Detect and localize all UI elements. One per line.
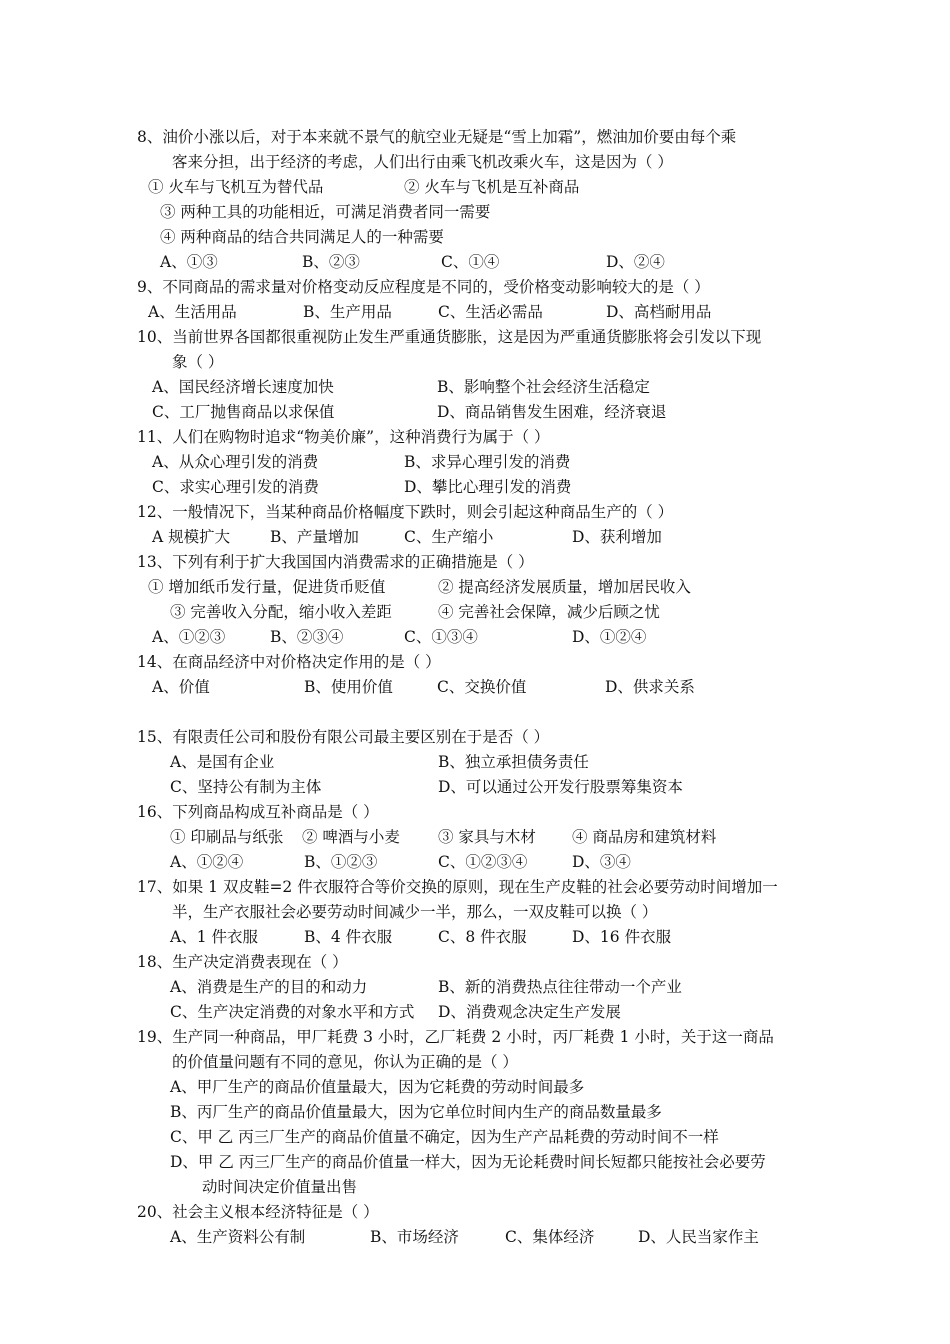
question-16-stem: 16、下列商品构成互补商品是（ ） [137, 803, 379, 821]
option: B、①②③ [304, 853, 378, 871]
option: C、求实心理引发的消费 [152, 478, 319, 496]
option: B、市场经济 [370, 1228, 459, 1246]
option: C、工厂抛售商品以求保值 [152, 403, 335, 421]
option: A、价值 [152, 678, 210, 696]
option: B、影响整个社会经济生活稳定 [437, 378, 650, 396]
question-15-options-row-2 [170, 777, 870, 799]
option: D、高档耐用品 [606, 303, 712, 321]
statement: ④ 完善社会保障，减少后顾之忧 [438, 603, 660, 621]
question-11-options-row-2 [152, 477, 852, 499]
statement: ③ 两种工具的功能相近，可满足消费者同一需要 [160, 203, 491, 221]
statement: ① 火车与飞机互为替代品 [148, 178, 324, 196]
option: B、②③ [302, 253, 360, 271]
question-17-stem-line-2: 半，生产衣服社会必要劳动时间减少一半，那么，一双皮鞋可以换（ ） [172, 903, 658, 921]
option: C、集体经济 [505, 1228, 595, 1246]
option: A、从众心理引发的消费 [152, 453, 319, 471]
option: B、丙厂生产的商品价值量最大，因为它单位时间内生产的商品数量最多 [170, 1103, 662, 1121]
option: A、生活用品 [148, 303, 237, 321]
question-13-statements-row-1 [148, 577, 848, 599]
option: D、甲 乙 丙三厂生产的商品价值量一样大，因为无论耗费时间长短都只能按社会必要劳 [170, 1153, 766, 1171]
question-19-stem-line-2: 的价值量问题有不同的意见，你认为正确的是（ ） [172, 1053, 518, 1071]
option: B、产量增加 [270, 528, 359, 546]
statement: ② 火车与飞机是互补商品 [404, 178, 580, 196]
option: D、②④ [606, 253, 665, 271]
question-20-stem: 20、社会主义根本经济特征是（ ） [137, 1203, 379, 1221]
question-18-options-row-1 [170, 977, 870, 999]
question-13-stem: 13、下列有利于扩大我国国内消费需求的正确措施是（ ） [137, 553, 534, 571]
option: A 规模扩大 [152, 528, 231, 546]
option: A、国民经济增长速度加快 [152, 378, 334, 396]
option: D、商品销售发生困难，经济衰退 [437, 403, 667, 421]
option: C、①③④ [404, 628, 478, 646]
option: B、求异心理引发的消费 [404, 453, 571, 471]
option: D、消费观念决定生产发展 [438, 1003, 621, 1021]
option: B、②③④ [270, 628, 344, 646]
question-9-stem: 9、不同商品的需求量对价格变动反应程度是不同的，受价格变动影响较大的是（ ） [137, 278, 710, 296]
question-18-options-row-2 [170, 1002, 870, 1024]
question-20-options [170, 1227, 870, 1249]
question-15-stem: 15、有限责任公司和股份有限公司最主要区别在于是否（ ） [137, 728, 550, 746]
question-10-options-row-2 [152, 402, 852, 424]
option: B、使用价值 [304, 678, 393, 696]
option: A、①②④ [170, 853, 244, 871]
option-continuation: 动时间决定价值量出售 [202, 1178, 358, 1196]
option: A、①③ [160, 253, 218, 271]
question-8-options [160, 252, 860, 274]
question-16-options [170, 852, 870, 874]
question-11-options-row-1 [152, 452, 852, 474]
option: D、攀比心理引发的消费 [404, 478, 572, 496]
option: C、甲 乙 丙三厂生产的商品价值量不确定，因为生产产品耗费的劳动时间不一样 [170, 1128, 719, 1146]
question-10-stem-line-2: 象（ ） [172, 353, 224, 371]
question-19-stem-line-1: 19、生产同一种商品，甲厂耗费 3 小时，乙厂耗费 2 小时，丙厂耗费 1 小时，关于这一商品 [137, 1028, 774, 1046]
question-13-statements-row-2 [170, 602, 870, 624]
option: D、人民当家作主 [638, 1228, 759, 1246]
question-15-options-row-1 [170, 752, 870, 774]
question-10-options-row-1 [152, 377, 852, 399]
question-11-stem: 11、人们在购物时追求“物美价廉”，这种消费行为属于（ ） [137, 428, 550, 446]
option: C、生产缩小 [404, 528, 494, 546]
option: B、新的消费热点往往带动一个产业 [438, 978, 682, 996]
question-17-stem-line-1: 17、如果 1 双皮鞋=2 件衣服符合等价交换的原则，现在生产皮鞋的社会必要劳动时间增加一 [137, 878, 778, 896]
question-8-stem-line-2: 客来分担，出于经济的考虑，人们出行由乘飞机改乘火车，这是因为（ ） [172, 153, 673, 171]
question-14-stem: 14、在商品经济中对价格决定作用的是（ ） [137, 653, 441, 671]
option: D、16 件衣服 [572, 928, 672, 946]
statement: ③ 完善收入分配，缩小收入差距 [170, 603, 392, 621]
option: A、生产资料公有制 [170, 1228, 306, 1246]
statement: ① 增加纸币发行量，促进货币贬值 [148, 578, 386, 596]
option: C、①④ [441, 253, 500, 271]
option: C、①②③④ [438, 853, 528, 871]
option: D、获利增加 [572, 528, 662, 546]
option: B、生产用品 [303, 303, 392, 321]
option: C、交换价值 [437, 678, 527, 696]
question-14-options [152, 677, 852, 699]
question-12-options [152, 527, 852, 549]
question-9-options [148, 302, 868, 324]
option: C、坚持公有制为主体 [170, 778, 322, 796]
question-18-stem: 18、生产决定消费表现在（ ） [137, 953, 348, 971]
option: A、是国有企业 [170, 753, 275, 771]
question-16-statements [170, 827, 870, 849]
question-8-stem-line-1: 8、油价小涨以后，对于本来就不景气的航空业无疑是“雪上加霜”，燃油加价要由每个乘 [137, 128, 737, 146]
question-13-options [152, 627, 852, 649]
option: A、消费是生产的目的和动力 [170, 978, 368, 996]
option: B、独立承担债务责任 [438, 753, 589, 771]
statement: ③ 家具与木材 [438, 828, 536, 846]
question-10-stem-line-1: 10、当前世界各国都很重视防止发生严重通货膨胀，这是因为严重通货膨胀将会引发以下现 [137, 328, 762, 346]
statement: ④ 两种商品的结合共同满足人的一种需要 [160, 228, 444, 246]
question-8-statements-row-1 [148, 177, 848, 199]
statement: ④ 商品房和建筑材料 [572, 828, 717, 846]
option: D、③④ [572, 853, 631, 871]
question-12-stem: 12、一般情况下，当某种商品价格幅度下跌时，则会引起这种商品生产的（ ） [137, 503, 674, 521]
option: B、4 件衣服 [304, 928, 393, 946]
statement: ② 啤酒与小麦 [302, 828, 400, 846]
question-17-options [170, 927, 870, 949]
option: D、可以通过公开发行股票筹集资本 [438, 778, 683, 796]
option: D、供求关系 [605, 678, 695, 696]
statement: ② 提高经济发展质量，增加居民收入 [438, 578, 691, 596]
option: C、8 件衣服 [438, 928, 527, 946]
option: A、①②③ [152, 628, 226, 646]
option: C、生产决定消费的对象水平和方式 [170, 1003, 415, 1021]
option: D、①②④ [572, 628, 647, 646]
option: C、生活必需品 [438, 303, 543, 321]
option: A、甲厂生产的商品价值量最大，因为它耗费的劳动时间最多 [170, 1078, 585, 1096]
statement: ① 印刷品与纸张 [170, 828, 284, 846]
option: A、1 件衣服 [170, 928, 258, 946]
